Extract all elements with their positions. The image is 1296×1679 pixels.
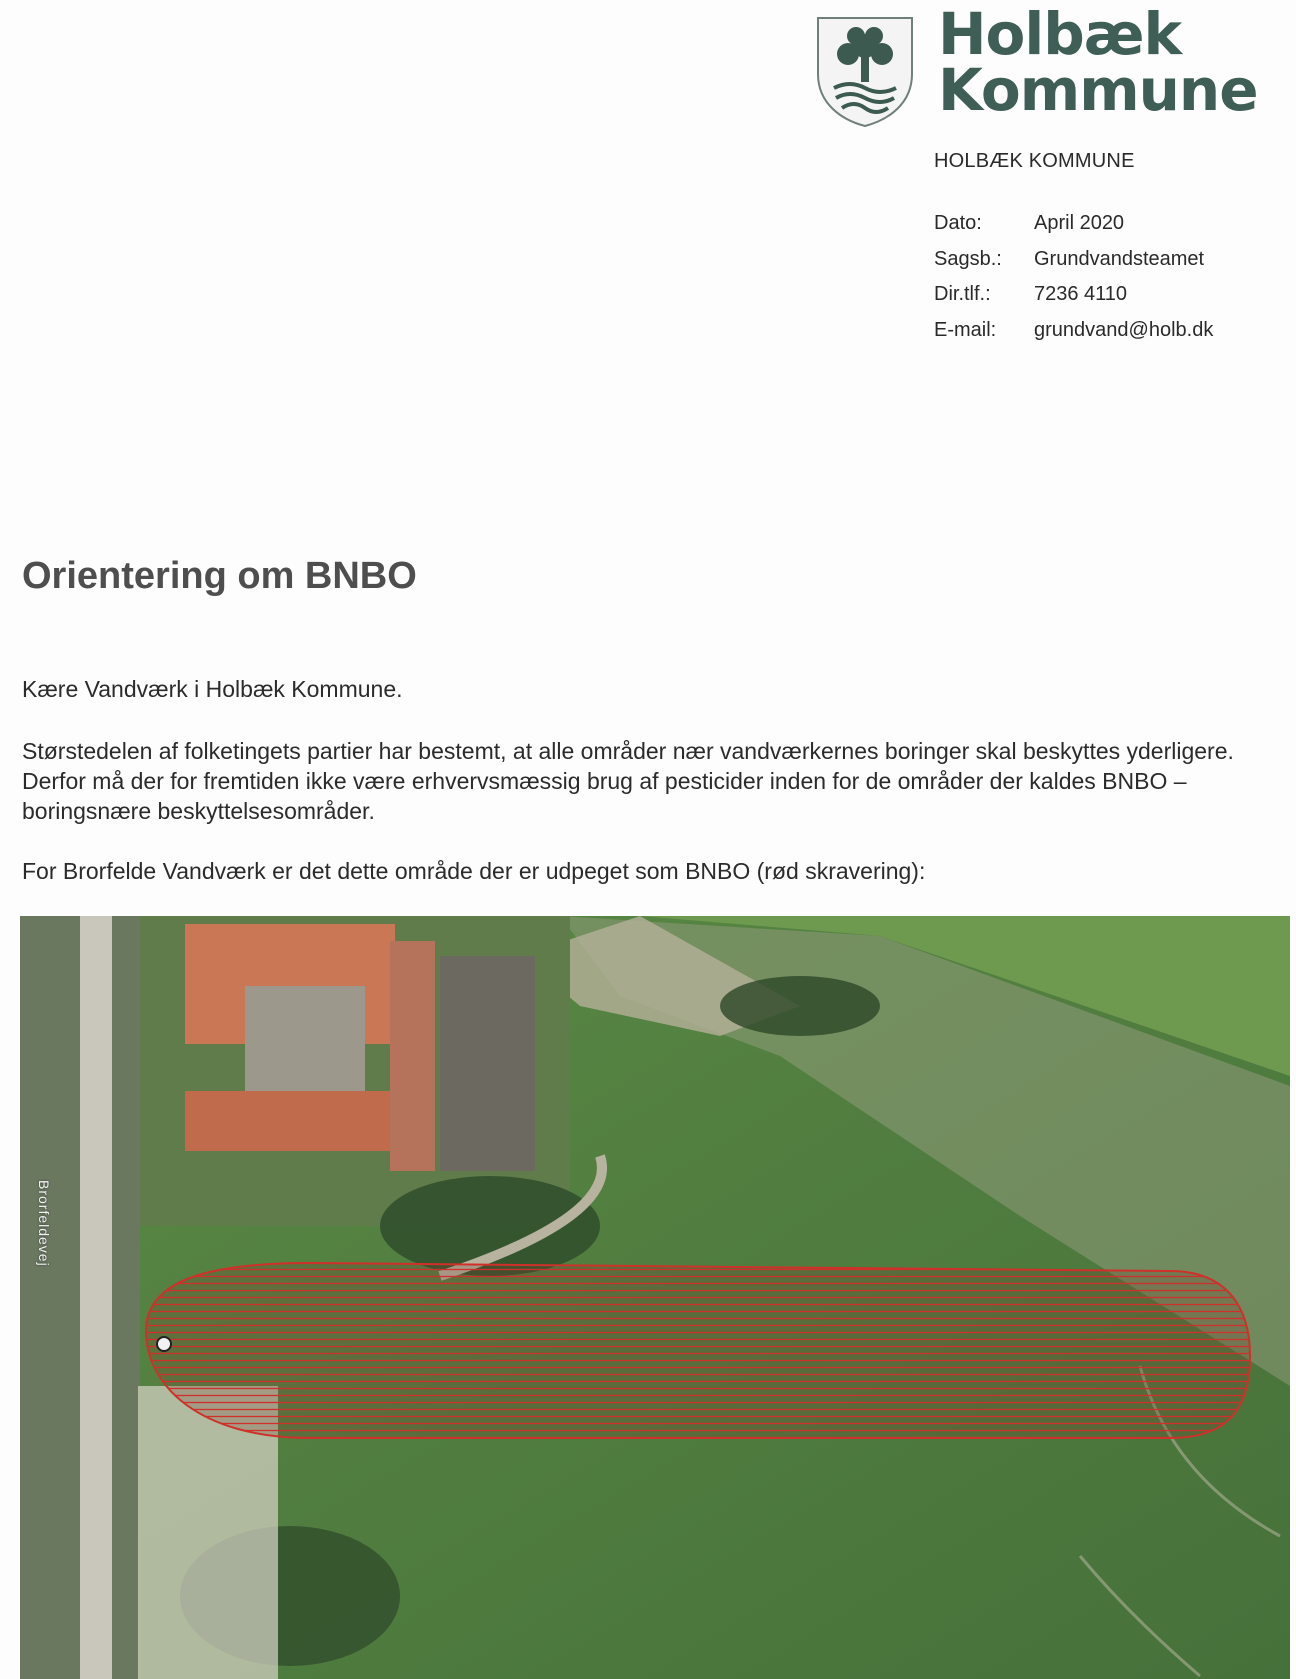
- meta-value: grundvand@holb.dk: [1034, 318, 1214, 341]
- page-title: Orientering om BNBO: [22, 555, 417, 597]
- crest-icon: [812, 12, 918, 128]
- map-intro-text: For Brorfelde Vandværk er det dette område der er udpeget som BNBO (rød skravering):: [22, 858, 926, 884]
- aerial-map: [20, 916, 1290, 1679]
- meta-key: E-mail:: [934, 318, 997, 341]
- building-roof: [185, 1091, 395, 1151]
- logo-line-1: Holbæk: [938, 0, 1182, 68]
- barn-roof: [440, 956, 535, 1171]
- logo-wordmark: [938, 0, 1258, 124]
- meta-row-phone: [934, 283, 1213, 319]
- meta-value: 7236 4110: [1034, 283, 1128, 305]
- meta-row-date: [934, 212, 1213, 248]
- tree-shadow: [720, 976, 880, 1036]
- meta-value: Grundvandsteamet: [1034, 247, 1205, 270]
- building-roof: [390, 941, 435, 1171]
- organization-name: HOLBÆK KOMMUNE: [934, 150, 1135, 172]
- body-paragraph: Størstedelen af folketingets partier har bestemt, at alle områder nær vandværkernes boringer skal beskyttes yderligere. Derfor må der for fremtiden ikke være erhvervsmæssig brug af pesticider inden for de områder der kaldes BNBO – boringsnære beskyttelsesområder.: [22, 738, 1234, 824]
- meta-key: Sagsb.:: [934, 247, 1002, 270]
- meta-key: Dato:: [934, 212, 982, 234]
- building-courtyard: [245, 986, 365, 1096]
- logo-line-2: Kommune: [938, 56, 1258, 124]
- meta-row-caseworker: [934, 248, 1213, 284]
- bnbo-zone-hatching: [146, 1263, 1250, 1438]
- meta-row-email: [934, 319, 1213, 355]
- municipality-logo: [812, 0, 1292, 132]
- road-label: Brorfeldevej: [36, 1180, 52, 1267]
- meta-value: April 2020: [1034, 212, 1125, 234]
- road: [80, 916, 112, 1679]
- borehole-marker-icon: [157, 1337, 171, 1351]
- document-meta: [934, 212, 1213, 354]
- meta-key: Dir.tlf.:: [934, 283, 991, 305]
- greeting-text: Kære Vandværk i Holbæk Kommune.: [22, 676, 403, 702]
